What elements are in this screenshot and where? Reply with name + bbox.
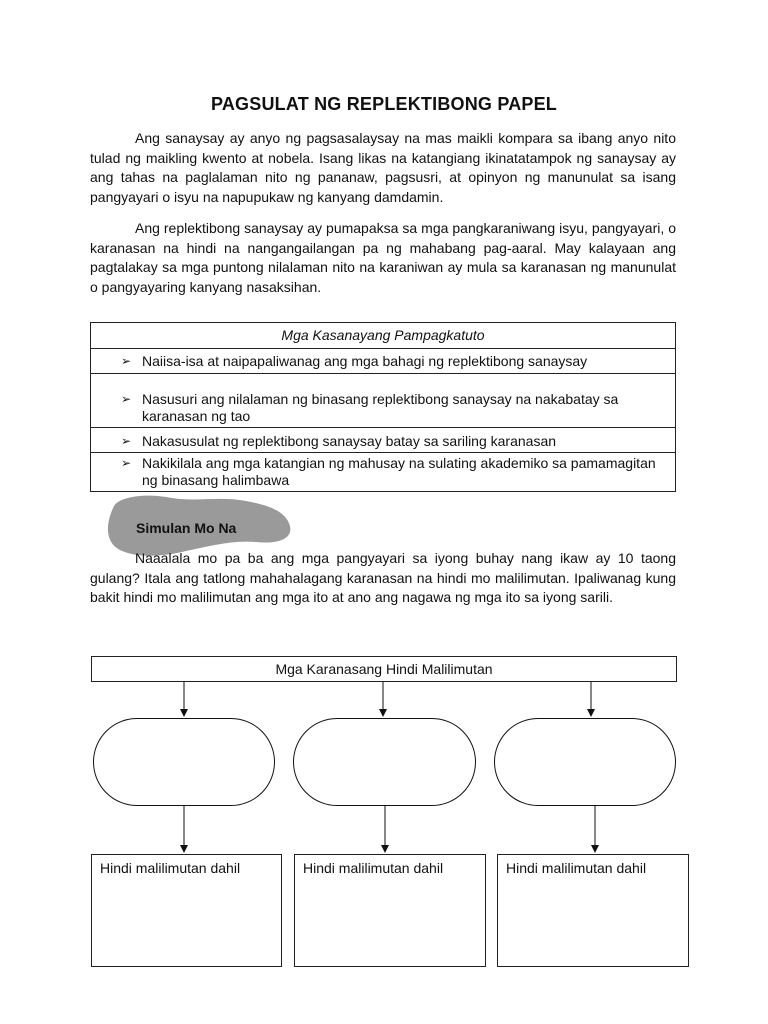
- reason-box-2[interactable]: [294, 854, 486, 967]
- arrow-bullet-icon: ➢: [121, 354, 132, 368]
- experience-box-3[interactable]: [494, 718, 676, 806]
- arrow-bullet-icon: ➢: [121, 434, 132, 448]
- arrow-bullet-icon: ➢: [121, 456, 132, 470]
- arrow-bullet-icon: ➢: [121, 392, 132, 406]
- objective-text: Nakasusulat ng replektibong sanaysay batay sa sariling karanasan: [142, 433, 557, 449]
- objective-text: Nasusuri ang nilalaman ng binasang replektibong sanaysay na nakabatay sa karanasan ng tao: [142, 391, 619, 424]
- intro-paragraph-1: Ang sanaysay ay anyo ng pagsasalaysay na mas maikli kompara sa ibang anyo nito tulad ng maikling kwento at nobela. Isang likas na katangiang ikinatatampok ng sanaysay ay ang tahas na paglalaman nito ng pananaw, pagsusri, at opinyon ng manunulat sa isang pangyayari o isyu na napupukaw ng kanyang damdamin.: [90, 130, 676, 205]
- flowchart-header: Mga Karanasang Hindi Malilimutan: [91, 656, 677, 682]
- reason-box-3[interactable]: [497, 854, 689, 967]
- objective-text: Naiisa-isa at naipapaliwanag ang mga bahagi ng replektibong sanaysay: [142, 353, 588, 369]
- experience-box-2[interactable]: [293, 718, 476, 806]
- document-title: PAGSULAT NG REPLEKTIBONG PAPEL: [210, 94, 557, 114]
- reason-label: Hindi malilimutan dahil: [506, 860, 647, 876]
- reason-box-1[interactable]: [91, 854, 282, 967]
- reason-label: Hindi malilimutan dahil: [303, 860, 444, 876]
- instruction-paragraph: Naaalala mo pa ba ang mga pangyayari sa iyong buhay nang ikaw ay 10 taong gulang? Itala ang tatlong mahahalagang karanasan na hindi mo malilimutan. Ipaliwanag kung bakit hindi mo malilimutan ang mga ito at ano ang nagawa ng mga ito sa iyong sarili.: [90, 550, 676, 605]
- section-heading: Simulan Mo Na: [136, 520, 237, 536]
- intro-paragraph-2: Ang replektibong sanaysay ay pumapaksa sa mga pangkaraniwang isyu, pangyayari, o karanasan na hindi na nangangailangan pa ng mahabang pag-aaral. May kalayaan ang pagtalakay sa mga puntong nilalaman nito na karaniwan ay mula sa karanasan ng manunulat o pangyayaring kanyang nasaksihan.: [90, 220, 676, 295]
- objectives-header: Mga Kasanayang Pampagkatuto: [91, 323, 675, 349]
- reason-label: Hindi malilimutan dahil: [100, 860, 241, 876]
- objective-text: Nakikilala ang mga katangian ng mahusay na sulating akademiko sa pamamagitan ng binasang halimbawa: [142, 455, 656, 488]
- experience-box-1[interactable]: [93, 718, 275, 806]
